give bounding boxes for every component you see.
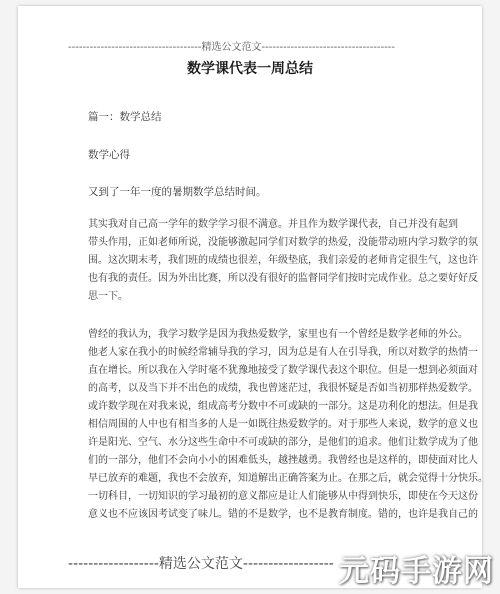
paragraph-line: 曾经的我认为，我学习数学是因为我热爱数学，家里也有一个曾经是数学老师的外公。 — [88, 329, 468, 340]
paragraph-line: 他老人家在我小的时候经常辅导我的学习，因为总是有人在引导我，所以对数学的热情一 — [88, 347, 478, 358]
paragraph-line: 或许数学现在对我来说，组成高考分数中不可或缺的一部分。这是功利化的想法。但是我 — [88, 401, 478, 412]
paragraph-line: 意义也不应该因考试变了味儿。错的不是数学，也不是教育制度。错的，也许是我自己的 — [88, 509, 478, 520]
paragraph-2 — [88, 326, 488, 524]
paragraph-line: 思一下。 — [88, 291, 128, 302]
paragraph-line: 也有我的责任。因为外出比赛，所以没有很好的监督同学们按时完成作业。总之要好好反 — [88, 273, 478, 284]
paragraph-line: 围。这次期末考，我们班的成绩也很差，年级垫底，我们亲爱的老师肯定很生气，这也许 — [88, 255, 478, 266]
paragraph-line: 一切科目，一切知识的学习最初的意义都应是让人们能够从中得到快乐，即使在今天这份 — [88, 491, 478, 502]
paragraph-line: 的高考，以及当下并不出色的成绩，我也曾迷茫过，我很怀疑是否如当初那样热爱数学。 — [88, 383, 478, 394]
paragraph-1 — [88, 216, 478, 306]
document-page — [18, 6, 488, 588]
paragraph-line: 们的一部分，他们不会向小小的困难低头，越挫越勇。我曾经也是这样的，即使面对比人 — [88, 455, 478, 466]
paragraph-line: 直在增长。所以我在入学时毫不犹豫地接受了数学课代表这个职位。但是一想到必须面对 — [88, 365, 478, 376]
header-rule: -------------------------------------精选公文范文------------------------------------- — [68, 42, 396, 53]
section-label: 篇一：数学总结 — [88, 111, 162, 123]
intro-line: 又到了一年一度的暑期数学总结时间。 — [88, 186, 267, 198]
document-title: 数学课代表一周总结 — [187, 61, 313, 77]
paragraph-line: 早已放弃的难题，我也不会放弃，知道解出正确答案为止。在那之后，就会觉得十分快乐。 — [88, 473, 488, 484]
paragraph-line: 许是阳光、空气、水分这些生命中不可或缺的部分，是他们的追求。他们让数学成为了他 — [88, 437, 478, 448]
paragraph-line: 其实我对自己高一学年的数学学习很不满意。并且作为数学课代表，自己并没有起到 — [88, 219, 458, 230]
paragraph-line: 相信周围的人中也有相当多的人是一如既往热爱数学的。对于那些人来说，数学的意义也 — [88, 419, 478, 430]
paragraph-line: 带头作用，正如老师所说，没能够激起同学们对数学的热爱，没能带动班内学习数学的氛 — [88, 237, 478, 248]
watermark-logo: 元码手游网 — [339, 554, 494, 589]
footer-rule: ------------------精选公文范文------------------ — [68, 556, 334, 572]
section-heading: 数学心得 — [88, 149, 130, 161]
